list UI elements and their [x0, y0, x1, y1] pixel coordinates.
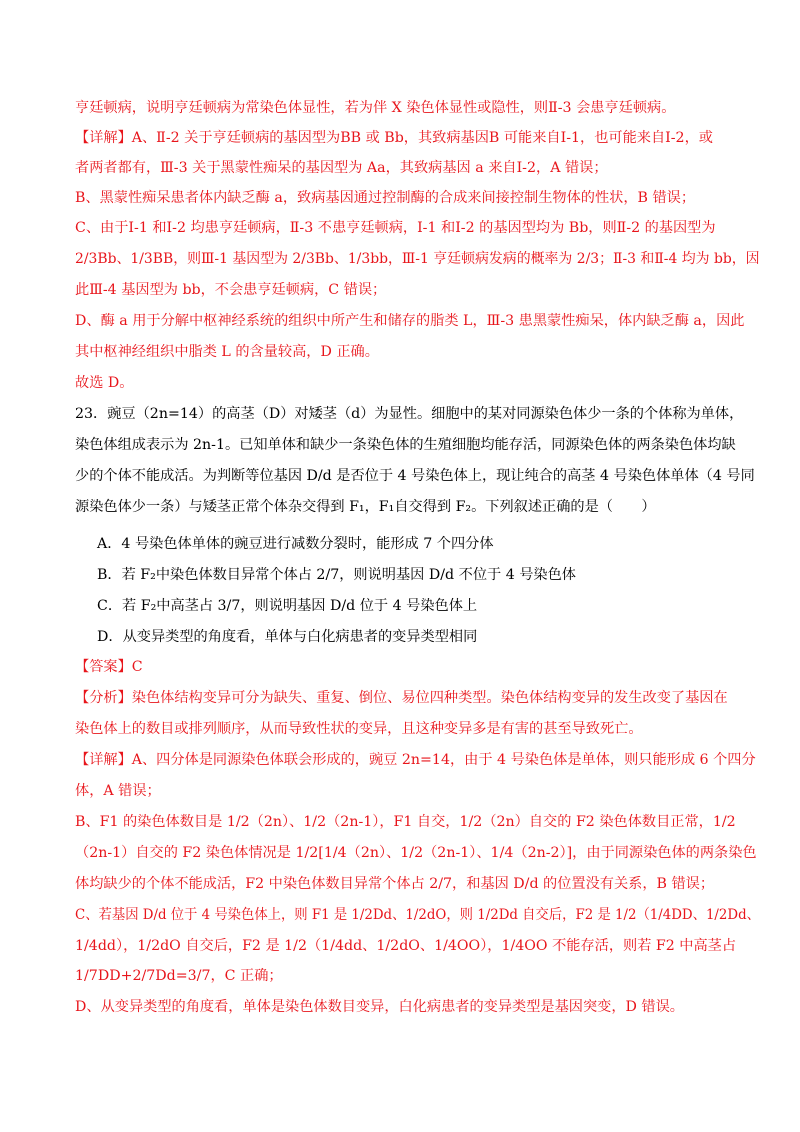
question-stem-line: 源染色体少一条）与矮茎正常个体杂交得到 F₁，F₁自交得到 F₂。下列叙述正确的是（ ） — [75, 499, 656, 515]
detail-line: 体，A 错误； — [75, 783, 161, 799]
option-d: D．从变异类型的角度看，单体与白化病患者的变异类型相同 — [97, 629, 478, 645]
analysis-line: 【分析】染色体结构变异可分为缺失、重复、倒位、易位四种类型。染色体结构变异的发生改变了基因在 — [75, 690, 728, 706]
detail-line: B、F1 的染色体数目是 1/2（2n）、1/2（2n-1），F1 自交，1/2（2n）自交的 F2 染色体数目正常，1/2 — [75, 814, 736, 830]
detail-line: D、从变异类型的角度看，单体是染色体数目变异，白化病患者的变异类型是基因突变，D 错误。 — [75, 999, 684, 1015]
answer-label: 【答案】C — [75, 659, 143, 675]
analysis-line: 染色体上的数目或排列顺序，从而导致性状的变异，且这种变异多是有害的甚至导致死亡。 — [75, 721, 643, 737]
explanation-line: D、酶 a 用于分解中枢神经系统的组织中所产生和储存的脂类 L，Ⅲ-3 患黑蒙性痴呆，体内缺乏酶 a，因此 — [75, 313, 745, 329]
explanation-line: 2/3Bb、1/3BB，则Ⅲ-1 基因型为 2/3Bb、1/3bb，Ⅲ-1 亨廷顿病发病的概率为 2/3；Ⅱ-3 和Ⅱ-4 均为 bb，因 — [75, 251, 760, 267]
explanation-line: 【详解】A、Ⅱ-2 关于亨廷顿病的基因型为BB 或 Bb，其致病基因B 可能来自Ⅰ-1，也可能来自Ⅰ-2，或 — [75, 130, 713, 146]
explanation-line: 亨廷顿病，说明亨廷顿病为常染色体显性，若为伴 X 染色体显性或隐性，则Ⅱ-3 会患亨廷顿病。 — [75, 100, 676, 116]
explanation-line: 此Ⅲ-4 基因型为 bb，不会患亨廷顿病，C 错误； — [75, 282, 387, 298]
conclusion-text: 故选 D。 — [75, 375, 134, 391]
question-stem-line: 少的个体不能成活。为判断等位基因 D/d 是否位于 4 号染色体上，现让纯合的高茎 4 号染色体单体（4 号同 — [75, 468, 755, 484]
detail-line: C、若基因 D/d 位于 4 号染色体上，则 F1 是 1/2Dd、1/2dO，则 1/2Dd 自交后，F2 是 1/2（1/4DD、1/2Dd、 — [75, 907, 760, 923]
detail-line: 【详解】A、四分体是同源染色体联会形成的，豌豆 2n=14，由于 4 号染色体是单体，则只能形成 6 个四分 — [75, 752, 756, 768]
explanation-line: C、由于Ⅰ-1 和Ⅰ-2 均患亨廷顿病，Ⅱ-3 不患亨廷顿病，Ⅰ-1 和Ⅰ-2 的基因型均为 Bb，则Ⅱ-2 的基因型为 — [75, 220, 716, 236]
detail-line: （2n-1）自交的 F2 染色体情况是 1/2[1/4（2n）、1/2（2n-1）、1/4（2n-2）]，由于同源染色体的两条染色 — [75, 845, 757, 861]
option-a: A．4 号染色体单体的豌豆进行减数分裂时，能形成 7 个四分体 — [97, 536, 494, 552]
detail-line: 1/4dd），1/2dO 自交后，F2 是 1/2（1/4dd、1/2dO、1/4OO），1/4OO 不能存活，则若 F2 中高茎占 — [75, 938, 737, 954]
detail-line: 体均缺少的个体不能成活，F2 中染色体数目异常个体占 2/7，和基因 D/d 的位置没有关系，B 错误； — [75, 876, 715, 892]
question-stem-line: 23．豌豆（2n=14）的高茎（D）对矮茎（d）为显性。细胞中的某对同源染色体少一条的个体称为单体， — [75, 406, 744, 422]
option-b: B．若 F₂中染色体数目异常个体占 2/7，则说明基因 D/d 不位于 4 号染色体 — [97, 567, 576, 583]
explanation-line: 者两者都有，Ⅲ-3 关于黑蒙性痴呆的基因型为 Aa，其致病基因 a 来自Ⅰ-2，A 错误； — [75, 160, 608, 176]
question-stem-line: 染色体组成表示为 2n-1。已知单体和缺少一条染色体的生殖细胞均能存活，同源染色体的两条染色体均缺 — [75, 437, 736, 453]
detail-line: 1/7DD+2/7Dd=3/7，C 正确； — [75, 968, 283, 984]
explanation-line: 其中枢神经组织中脂类 L 的含量较高，D 正确。 — [75, 344, 379, 360]
option-c: C．若 F₂中高茎占 3/7，则说明基因 D/d 位于 4 号染色体上 — [97, 598, 478, 614]
explanation-line: B、黑蒙性痴呆患者体内缺乏酶 a，致病基因通过控制酶的合成来间接控制生物体的性状，B 错误； — [75, 190, 696, 206]
